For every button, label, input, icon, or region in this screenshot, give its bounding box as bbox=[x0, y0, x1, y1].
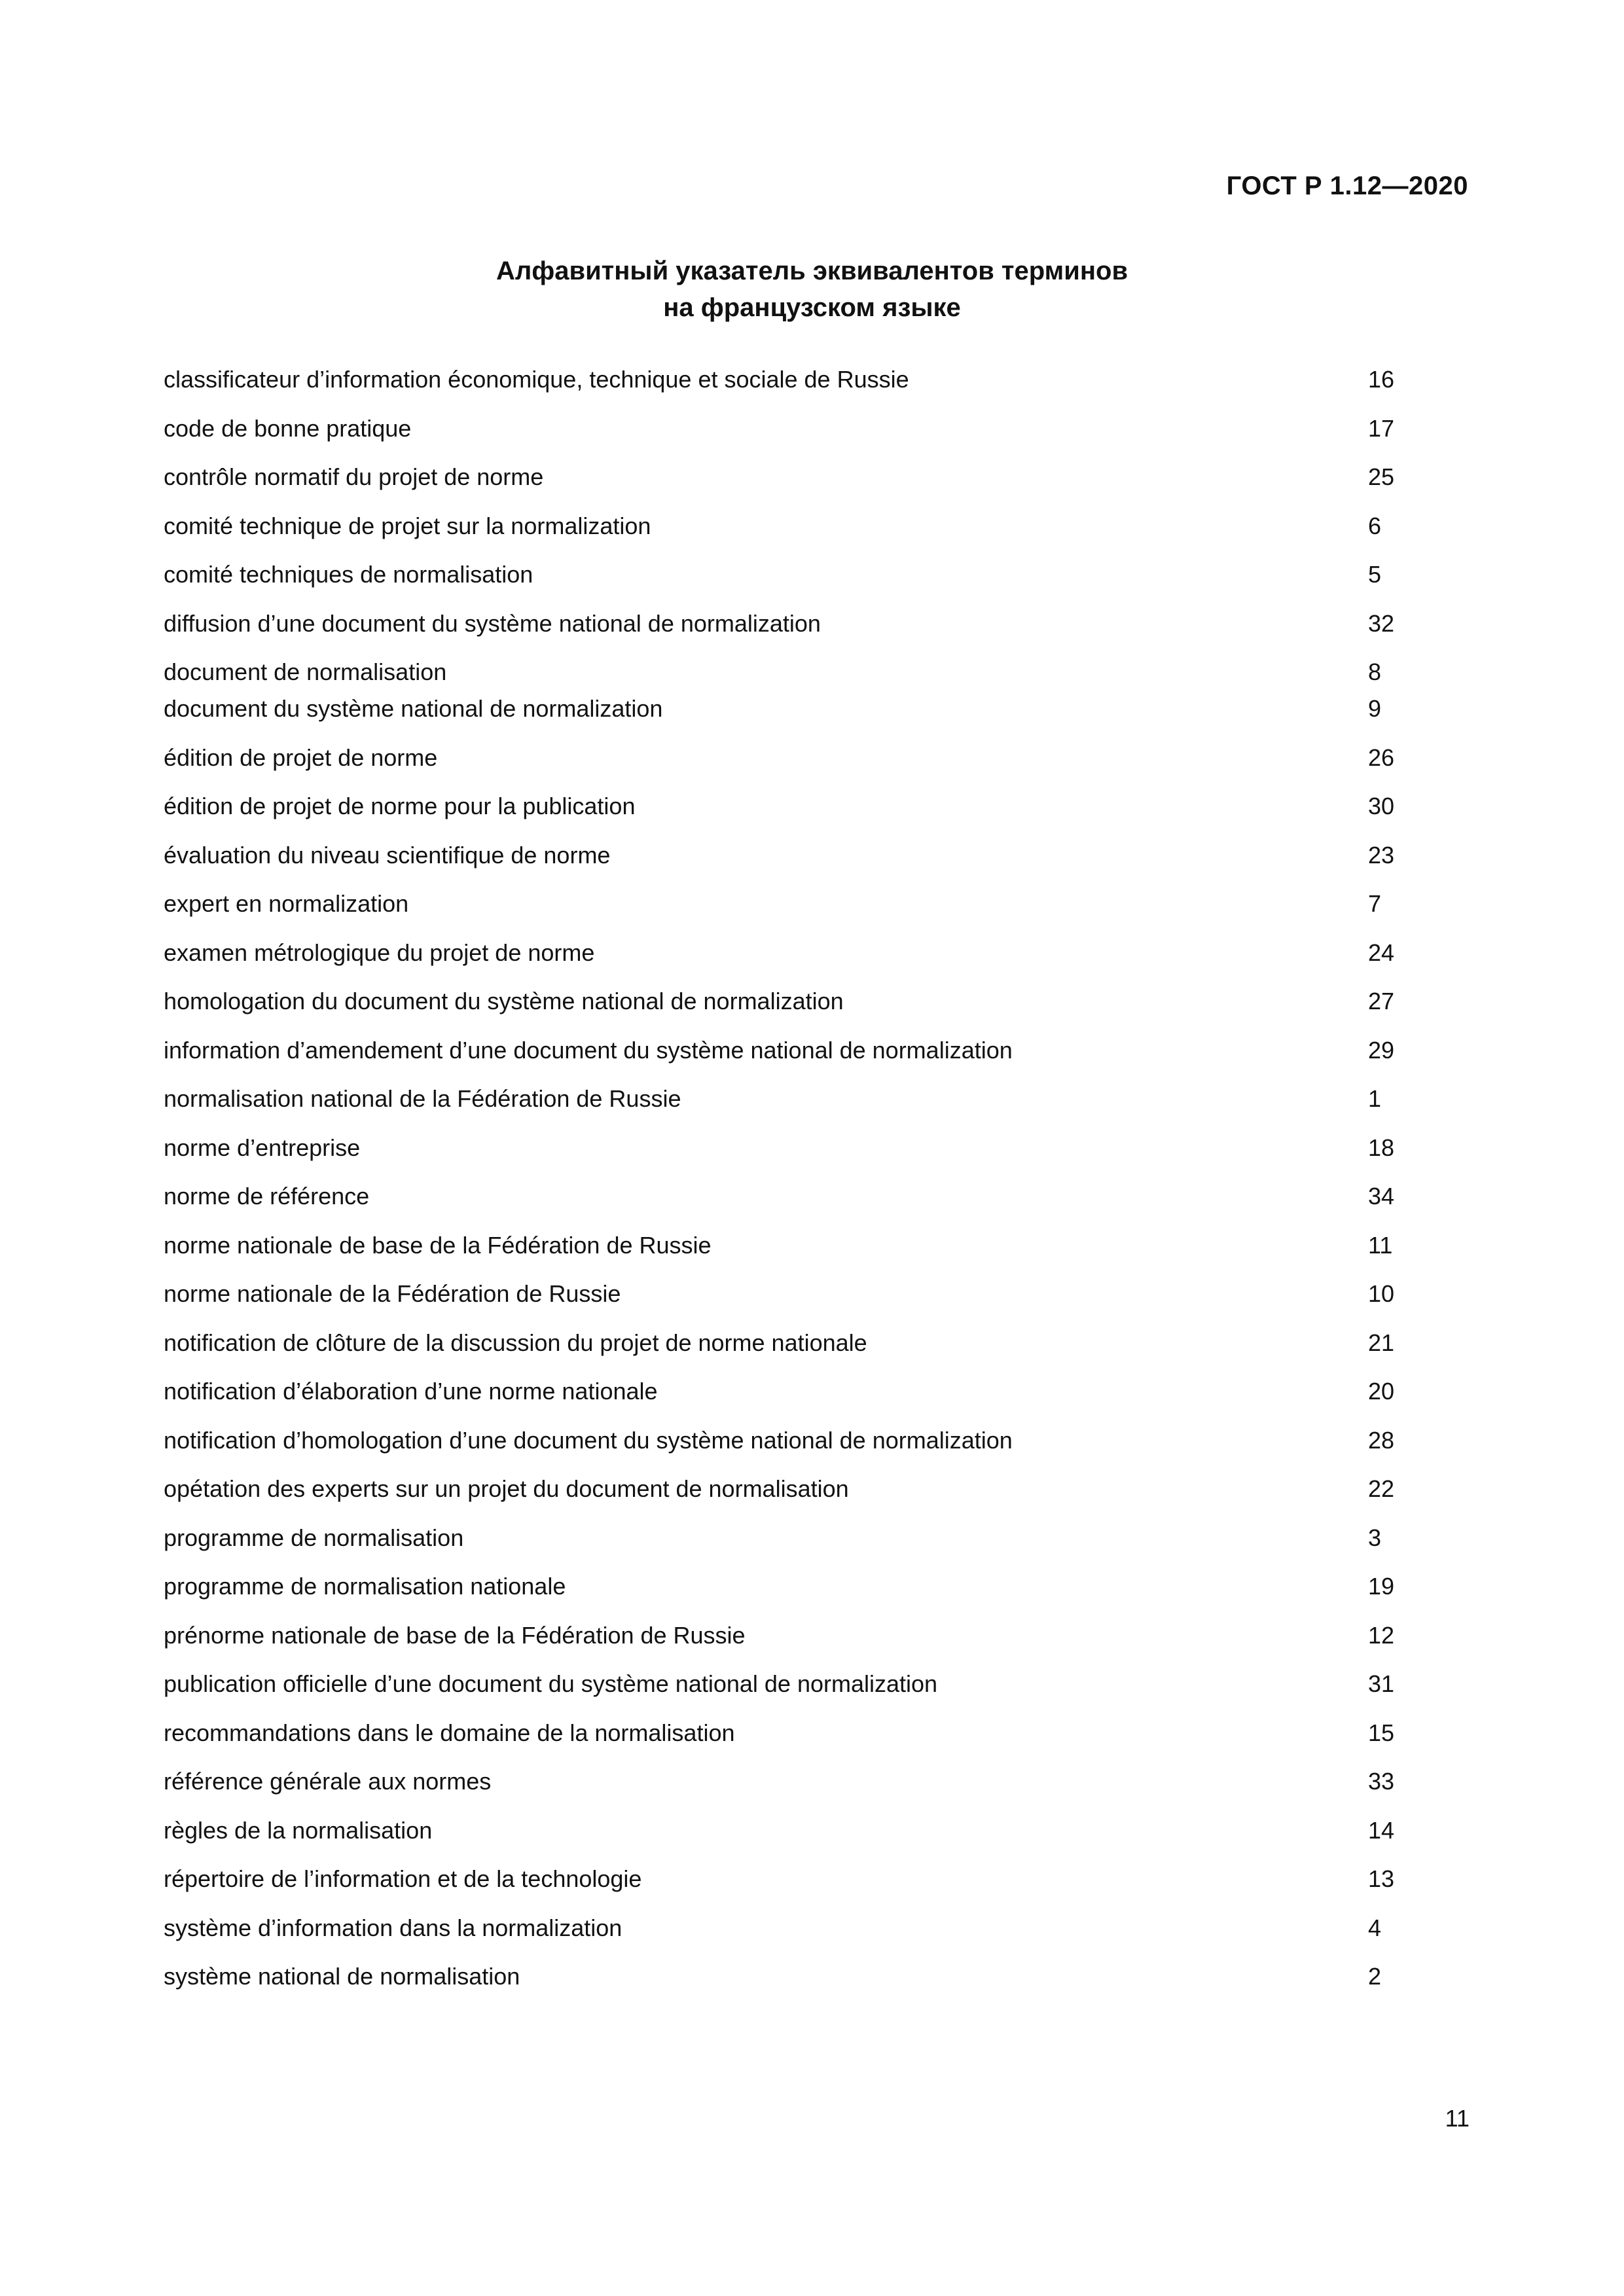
index-entry bbox=[164, 692, 1466, 725]
index-term-number: 11 bbox=[1368, 1231, 1393, 1259]
index-term: norme d’entreprise bbox=[164, 1134, 361, 1161]
index-entry bbox=[164, 985, 1466, 1018]
page-title bbox=[0, 253, 1624, 326]
index-term: système national de normalisation bbox=[164, 1963, 520, 1990]
index-term-number: 32 bbox=[1368, 609, 1395, 637]
index-entry bbox=[164, 1132, 1466, 1164]
index-entry bbox=[164, 1863, 1466, 1895]
index-term: homologation du document du système national de normalization bbox=[164, 988, 844, 1014]
index-term: publication officielle d’une document du système national de normalization bbox=[164, 1670, 938, 1697]
index-term: comité techniques de normalisation bbox=[164, 561, 533, 588]
index-term-number: 22 bbox=[1368, 1475, 1395, 1502]
index-entry bbox=[164, 656, 1466, 689]
index-entry bbox=[164, 1327, 1466, 1359]
index-entry bbox=[164, 510, 1466, 543]
index-term: classificateur d’information économique, technique et sociale de Russie bbox=[164, 366, 909, 393]
index-term-number: 27 bbox=[1368, 988, 1395, 1014]
index-term-number: 23 bbox=[1368, 841, 1395, 869]
index-term: document du système national de normalization bbox=[164, 695, 663, 722]
index-entry bbox=[164, 839, 1466, 872]
index-term: code de bonne pratique bbox=[164, 414, 412, 442]
index-entry bbox=[164, 1960, 1466, 1993]
index-term: diffusion d’une document du système national de normalization bbox=[164, 609, 821, 637]
index-term: programme de normalisation nationale bbox=[164, 1573, 566, 1600]
index-entry bbox=[164, 363, 1466, 396]
index-entry bbox=[164, 1765, 1466, 1798]
index-term-number: 5 bbox=[1368, 561, 1382, 588]
index-term-number: 13 bbox=[1368, 1865, 1395, 1892]
index-term-number: 33 bbox=[1368, 1768, 1395, 1795]
index-term-number: 15 bbox=[1368, 1719, 1395, 1746]
page-title-line-1: Алфавитный указатель эквивалентов терминов bbox=[496, 257, 1128, 285]
index-term: expert en normalization bbox=[164, 890, 409, 917]
index-entry bbox=[164, 607, 1466, 640]
index-term-number: 1 bbox=[1368, 1085, 1382, 1112]
index-term: notification d’homologation d’une document du système national de normalization bbox=[164, 1426, 1013, 1454]
index-entry bbox=[164, 1278, 1466, 1310]
page-number: 11 bbox=[1445, 2105, 1470, 2132]
index-entry bbox=[164, 1912, 1466, 1945]
index-term: référence générale aux normes bbox=[164, 1768, 492, 1795]
index-term: information d’amendement d’une document du système national de normalization bbox=[164, 1036, 1013, 1064]
index-entry bbox=[164, 1668, 1466, 1700]
index-entry bbox=[164, 1522, 1466, 1554]
index-term-number: 7 bbox=[1368, 890, 1382, 917]
index-term: évaluation du niveau scientifique de norme bbox=[164, 841, 611, 869]
index-term-number: 4 bbox=[1368, 1914, 1382, 1941]
index-term: normalisation national de la Fédération de Russie bbox=[164, 1085, 681, 1112]
index-term: édition de projet de norme pour la publication bbox=[164, 793, 636, 819]
page-title-line-2: на французском языке bbox=[663, 293, 961, 322]
index-term: norme nationale de base de la Fédération de Russie bbox=[164, 1231, 712, 1259]
index-entry bbox=[164, 1083, 1466, 1115]
index-term-number: 29 bbox=[1368, 1036, 1395, 1064]
index-term-number: 2 bbox=[1368, 1963, 1382, 1990]
index-entry bbox=[164, 1424, 1466, 1457]
index-term-number: 14 bbox=[1368, 1816, 1395, 1844]
index-term-number: 6 bbox=[1368, 512, 1382, 539]
index-term: répertoire de l’information et de la technologie bbox=[164, 1865, 642, 1892]
document-code: ГОСТ Р 1.12—2020 bbox=[1226, 171, 1468, 200]
index-entry bbox=[164, 937, 1466, 969]
index-term: prénorme nationale de base de la Fédération de Russie bbox=[164, 1621, 746, 1649]
index-term: recommandations dans le domaine de la normalisation bbox=[164, 1719, 735, 1746]
index-entry bbox=[164, 1619, 1466, 1652]
index-entry bbox=[164, 1375, 1466, 1408]
index-term-number: 31 bbox=[1368, 1670, 1395, 1697]
index-term-number: 3 bbox=[1368, 1524, 1382, 1551]
index-term-number: 21 bbox=[1368, 1329, 1395, 1356]
index-entry bbox=[164, 1473, 1466, 1505]
index-term-number: 8 bbox=[1368, 658, 1382, 685]
index-term-number: 25 bbox=[1368, 463, 1395, 490]
index-entry bbox=[164, 1814, 1466, 1847]
index-term-number: 24 bbox=[1368, 939, 1395, 966]
index-term-number: 18 bbox=[1368, 1134, 1395, 1161]
index-term: règles de la normalisation bbox=[164, 1816, 433, 1844]
index-term: programme de normalisation bbox=[164, 1524, 464, 1551]
index-term-number: 19 bbox=[1368, 1573, 1395, 1600]
index-entry bbox=[164, 1180, 1466, 1213]
index-entry bbox=[164, 1034, 1466, 1067]
index-entry bbox=[164, 1229, 1466, 1262]
index-term-number: 17 bbox=[1368, 414, 1395, 442]
index-term-number: 20 bbox=[1368, 1378, 1395, 1405]
index-term: notification de clôture de la discussion du projet de norme nationale bbox=[164, 1329, 867, 1356]
index-term: contrôle normatif du projet de norme bbox=[164, 463, 544, 490]
index-term-number: 12 bbox=[1368, 1621, 1395, 1649]
index-entry bbox=[164, 888, 1466, 920]
index-term: notification d’élaboration d’une norme nationale bbox=[164, 1378, 658, 1405]
index-term: document de normalisation bbox=[164, 658, 447, 685]
index-entry bbox=[164, 742, 1466, 774]
index-term: opétation des experts sur un projet du document de normalisation bbox=[164, 1475, 849, 1502]
index-term-number: 30 bbox=[1368, 793, 1395, 819]
index-entry bbox=[164, 461, 1466, 493]
index-term-number: 10 bbox=[1368, 1280, 1395, 1307]
index-entry bbox=[164, 558, 1466, 591]
index-term-number: 9 bbox=[1368, 695, 1382, 722]
index-term: système d’information dans la normalization bbox=[164, 1914, 623, 1941]
index-term: norme nationale de la Fédération de Russie bbox=[164, 1280, 621, 1307]
index-term-number: 28 bbox=[1368, 1426, 1395, 1454]
index-term: comité technique de projet sur la normalization bbox=[164, 512, 651, 539]
index-term-number: 26 bbox=[1368, 744, 1395, 771]
index-entry bbox=[164, 412, 1466, 445]
index-term-number: 34 bbox=[1368, 1183, 1395, 1210]
index-term: édition de projet de norme bbox=[164, 744, 438, 771]
index-term: examen métrologique du projet de norme bbox=[164, 939, 595, 966]
index-term-number: 16 bbox=[1368, 366, 1395, 393]
index-term: norme de référence bbox=[164, 1183, 370, 1210]
index-entry bbox=[164, 1570, 1466, 1603]
index-entry bbox=[164, 790, 1466, 823]
index-entry bbox=[164, 1717, 1466, 1749]
